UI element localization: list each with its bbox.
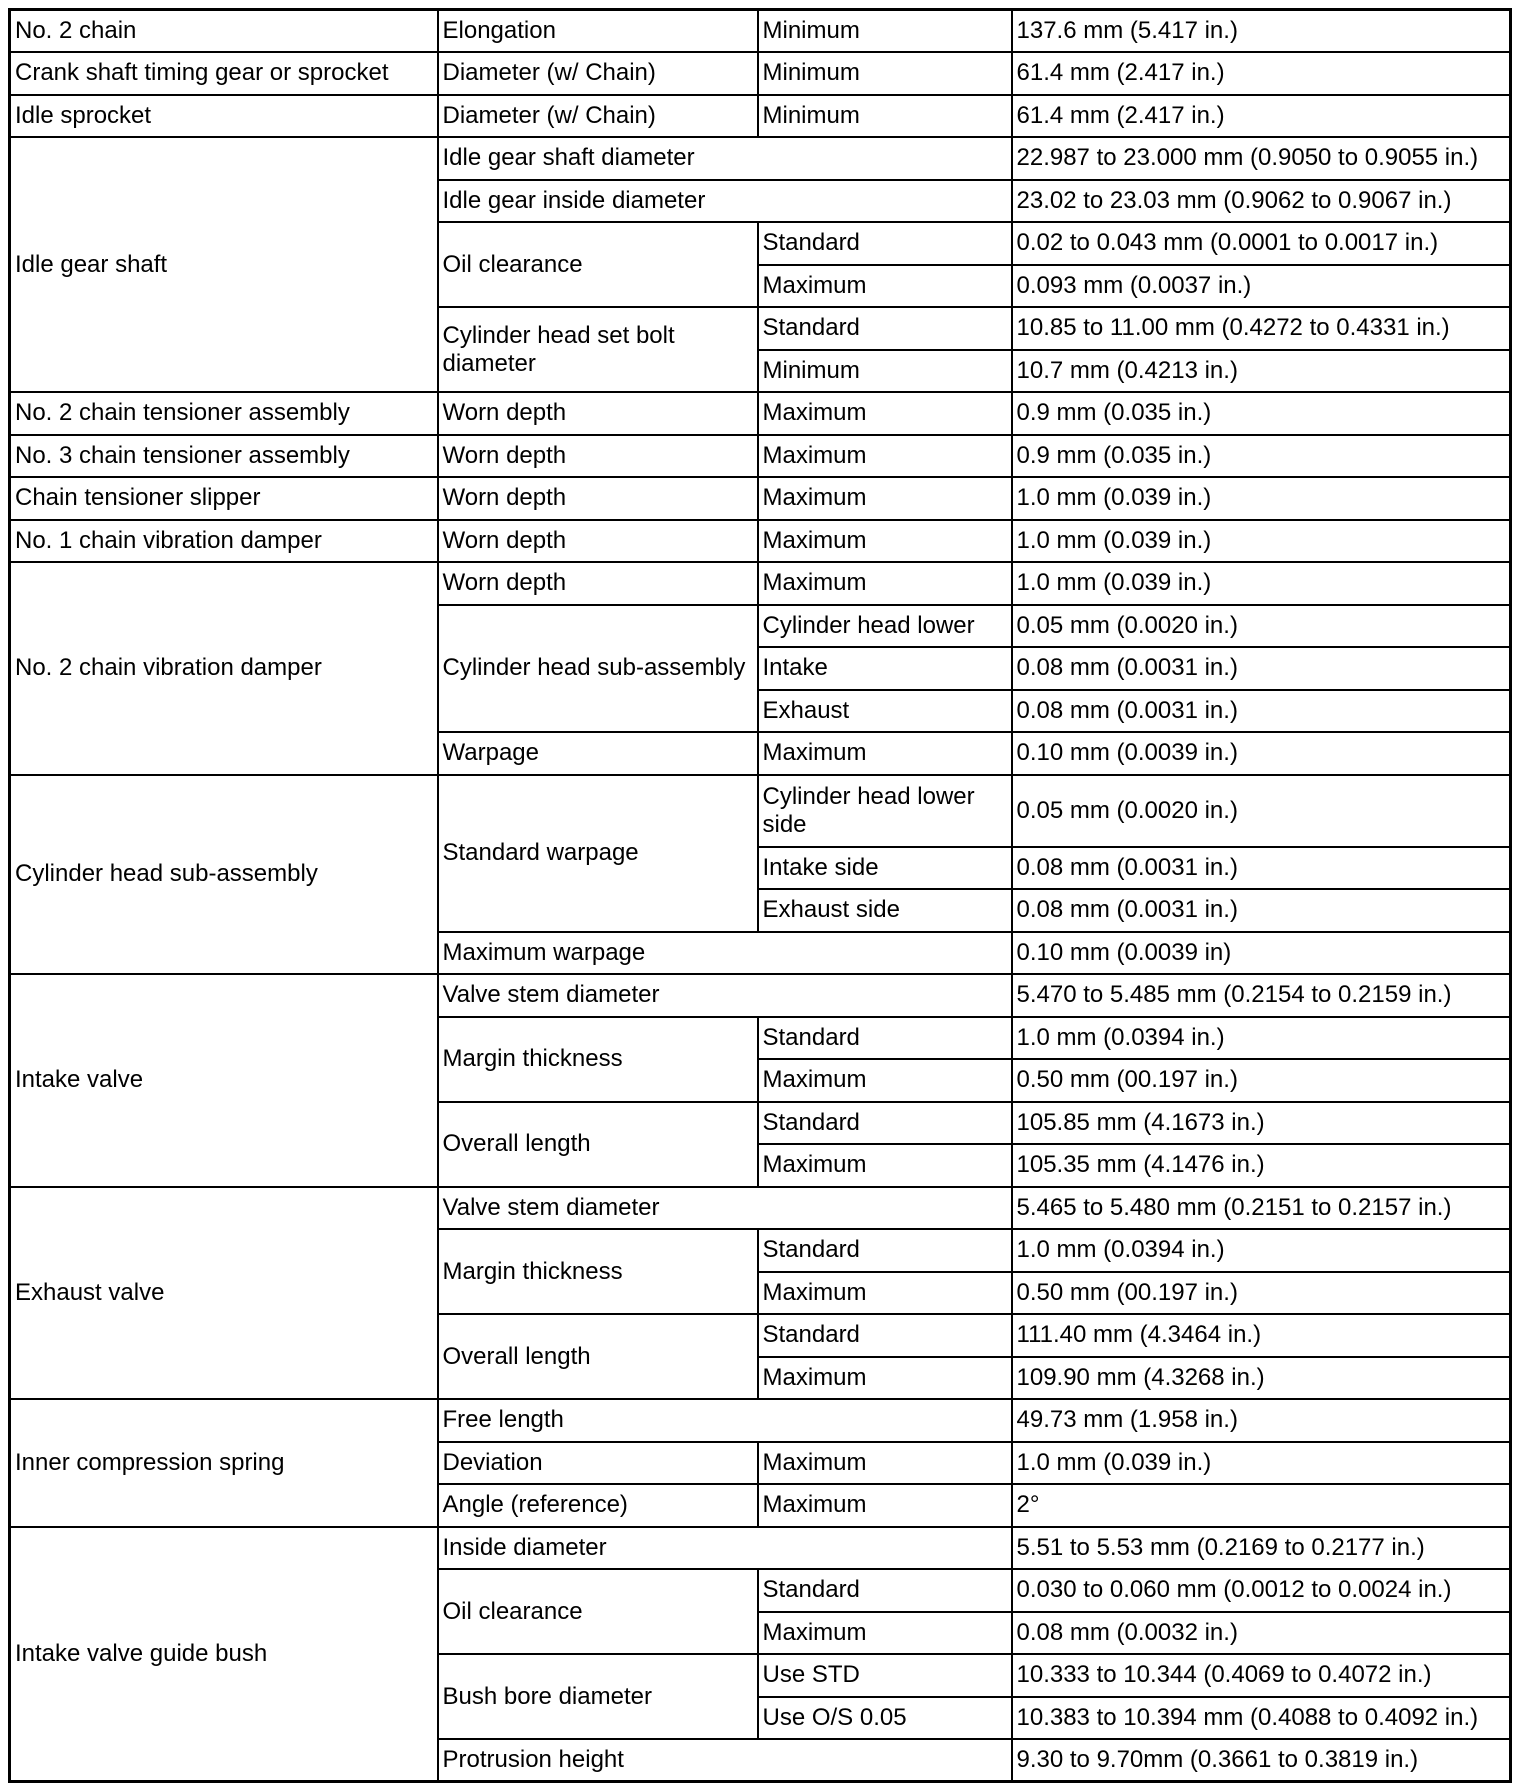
item-cell: Maximum warpage xyxy=(438,932,1012,975)
value-cell: 1.0 mm (0.039 in.) xyxy=(1012,520,1511,563)
condition-cell: Maximum xyxy=(758,520,1012,563)
value-cell: 5.51 to 5.53 mm (0.2169 to 0.2177 in.) xyxy=(1012,1527,1511,1570)
value-cell: 10.383 to 10.394 mm (0.4088 to 0.4092 in.) xyxy=(1012,1697,1511,1740)
condition-cell: Use STD xyxy=(758,1654,1012,1697)
component-cell: No. 2 chain tensioner assembly xyxy=(10,392,438,435)
table-row xyxy=(10,1187,1511,1230)
item-cell: Overall length xyxy=(438,1102,758,1187)
condition-cell: Maximum xyxy=(758,1357,1012,1400)
condition-cell: Maximum xyxy=(758,1612,1012,1655)
value-cell: 22.987 to 23.000 mm (0.9050 to 0.9055 in.) xyxy=(1012,137,1511,180)
value-cell: 0.05 mm (0.0020 in.) xyxy=(1012,605,1511,648)
condition-cell: Standard xyxy=(758,222,1012,265)
item-cell: Warpage xyxy=(438,732,758,775)
item-cell: Worn depth xyxy=(438,392,758,435)
item-cell: Idle gear shaft diameter xyxy=(438,137,1012,180)
component-cell: Intake valve guide bush xyxy=(10,1527,438,1782)
item-cell: Standard warpage xyxy=(438,775,758,932)
condition-cell: Maximum xyxy=(758,1272,1012,1315)
condition-cell: Exhaust xyxy=(758,690,1012,733)
component-cell: Inner compression spring xyxy=(10,1399,438,1527)
value-cell: 0.50 mm (00.197 in.) xyxy=(1012,1059,1511,1102)
value-cell: 111.40 mm (4.3464 in.) xyxy=(1012,1314,1511,1357)
table-row xyxy=(10,10,1511,53)
item-cell: Diameter (w/ Chain) xyxy=(438,52,758,95)
value-cell: 109.90 mm (4.3268 in.) xyxy=(1012,1357,1511,1400)
value-cell: 0.093 mm (0.0037 in.) xyxy=(1012,265,1511,308)
value-cell: 49.73 mm (1.958 in.) xyxy=(1012,1399,1511,1442)
table-row xyxy=(10,520,1511,563)
condition-cell: Maximum xyxy=(758,1059,1012,1102)
condition-cell: Minimum xyxy=(758,350,1012,393)
value-cell: 105.35 mm (4.1476 in.) xyxy=(1012,1144,1511,1187)
table-row xyxy=(10,435,1511,478)
table-row xyxy=(10,562,1511,605)
component-cell: No. 2 chain vibration damper xyxy=(10,562,438,775)
value-cell: 0.02 to 0.043 mm (0.0001 to 0.0017 in.) xyxy=(1012,222,1511,265)
value-cell: 61.4 mm (2.417 in.) xyxy=(1012,52,1511,95)
item-cell: Elongation xyxy=(438,10,758,53)
condition-cell: Cylinder head lower xyxy=(758,605,1012,648)
item-cell: Oil clearance xyxy=(438,1569,758,1654)
component-cell: Crank shaft timing gear or sprocket xyxy=(10,52,438,95)
condition-cell: Standard xyxy=(758,1102,1012,1145)
value-cell: 0.50 mm (00.197 in.) xyxy=(1012,1272,1511,1315)
value-cell: 1.0 mm (0.0394 in.) xyxy=(1012,1229,1511,1272)
spec-table xyxy=(8,8,1512,1783)
value-cell: 0.08 mm (0.0031 in.) xyxy=(1012,690,1511,733)
value-cell: 0.030 to 0.060 mm (0.0012 to 0.0024 in.) xyxy=(1012,1569,1511,1612)
value-cell: 0.10 mm (0.0039 in.) xyxy=(1012,732,1511,775)
value-cell: 0.08 mm (0.0031 in.) xyxy=(1012,889,1511,932)
item-cell: Worn depth xyxy=(438,435,758,478)
table-row xyxy=(10,1399,1511,1442)
condition-cell: Standard xyxy=(758,1569,1012,1612)
value-cell: 0.05 mm (0.0020 in.) xyxy=(1012,775,1511,847)
table-row xyxy=(10,95,1511,138)
component-cell: No. 2 chain xyxy=(10,10,438,53)
condition-cell: Standard xyxy=(758,1229,1012,1272)
value-cell: 0.9 mm (0.035 in.) xyxy=(1012,435,1511,478)
item-cell: Angle (reference) xyxy=(438,1484,758,1527)
value-cell: 0.08 mm (0.0032 in.) xyxy=(1012,1612,1511,1655)
item-cell: Oil clearance xyxy=(438,222,758,307)
component-cell: No. 3 chain tensioner assembly xyxy=(10,435,438,478)
condition-cell: Minimum xyxy=(758,10,1012,53)
value-cell: 1.0 mm (0.0394 in.) xyxy=(1012,1017,1511,1060)
item-cell: Deviation xyxy=(438,1442,758,1485)
item-cell: Free length xyxy=(438,1399,1012,1442)
component-cell: No. 1 chain vibration damper xyxy=(10,520,438,563)
value-cell: 5.470 to 5.485 mm (0.2154 to 0.2159 in.) xyxy=(1012,974,1511,1017)
item-cell: Worn depth xyxy=(438,562,758,605)
item-cell: Overall length xyxy=(438,1314,758,1399)
item-cell: Idle gear inside diameter xyxy=(438,180,1012,223)
condition-cell: Intake xyxy=(758,647,1012,690)
item-cell: Bush bore diameter xyxy=(438,1654,758,1739)
table-row xyxy=(10,1527,1511,1570)
condition-cell: Maximum xyxy=(758,477,1012,520)
item-cell: Worn depth xyxy=(438,520,758,563)
condition-cell: Standard xyxy=(758,1314,1012,1357)
value-cell: 10.85 to 11.00 mm (0.4272 to 0.4331 in.) xyxy=(1012,307,1511,350)
condition-cell: Maximum xyxy=(758,1484,1012,1527)
component-cell: Idle gear shaft xyxy=(10,137,438,392)
value-cell: 0.08 mm (0.0031 in.) xyxy=(1012,847,1511,890)
value-cell: 0.08 mm (0.0031 in.) xyxy=(1012,647,1511,690)
item-cell: Inside diameter xyxy=(438,1527,1012,1570)
item-cell: Worn depth xyxy=(438,477,758,520)
condition-cell: Maximum xyxy=(758,392,1012,435)
item-cell: Protrusion height xyxy=(438,1739,1012,1782)
table-row xyxy=(10,477,1511,520)
component-cell: Idle sprocket xyxy=(10,95,438,138)
condition-cell: Maximum xyxy=(758,562,1012,605)
value-cell: 0.10 mm (0.0039 in) xyxy=(1012,932,1511,975)
item-cell: Valve stem diameter xyxy=(438,1187,1012,1230)
condition-cell: Standard xyxy=(758,1017,1012,1060)
value-cell: 10.333 to 10.344 (0.4069 to 0.4072 in.) xyxy=(1012,1654,1511,1697)
value-cell: 23.02 to 23.03 mm (0.9062 to 0.9067 in.) xyxy=(1012,180,1511,223)
condition-cell: Maximum xyxy=(758,1442,1012,1485)
value-cell: 1.0 mm (0.039 in.) xyxy=(1012,1442,1511,1485)
item-cell: Diameter (w/ Chain) xyxy=(438,95,758,138)
item-cell: Valve stem diameter xyxy=(438,974,1012,1017)
value-cell: 1.0 mm (0.039 in.) xyxy=(1012,562,1511,605)
table-row xyxy=(10,137,1511,180)
table-row xyxy=(10,775,1511,847)
value-cell: 9.30 to 9.70mm (0.3661 to 0.3819 in.) xyxy=(1012,1739,1511,1782)
item-cell: Margin thickness xyxy=(438,1017,758,1102)
component-cell: Cylinder head sub-assembly xyxy=(10,775,438,975)
condition-cell: Maximum xyxy=(758,732,1012,775)
condition-cell: Exhaust side xyxy=(758,889,1012,932)
component-cell: Chain tensioner slipper xyxy=(10,477,438,520)
value-cell: 1.0 mm (0.039 in.) xyxy=(1012,477,1511,520)
table-row xyxy=(10,974,1511,1017)
value-cell: 61.4 mm (2.417 in.) xyxy=(1012,95,1511,138)
condition-cell: Maximum xyxy=(758,435,1012,478)
component-cell: Exhaust valve xyxy=(10,1187,438,1400)
value-cell: 137.6 mm (5.417 in.) xyxy=(1012,10,1511,53)
condition-cell: Cylinder head lower side xyxy=(758,775,1012,847)
condition-cell: Standard xyxy=(758,307,1012,350)
component-cell: Intake valve xyxy=(10,974,438,1187)
item-cell: Cylinder head set bolt diameter xyxy=(438,307,758,392)
condition-cell: Use O/S 0.05 xyxy=(758,1697,1012,1740)
condition-cell: Intake side xyxy=(758,847,1012,890)
table-row xyxy=(10,52,1511,95)
value-cell: 0.9 mm (0.035 in.) xyxy=(1012,392,1511,435)
condition-cell: Minimum xyxy=(758,52,1012,95)
item-cell: Cylinder head sub-assembly xyxy=(438,605,758,733)
condition-cell: Maximum xyxy=(758,1144,1012,1187)
value-cell: 105.85 mm (4.1673 in.) xyxy=(1012,1102,1511,1145)
value-cell: 5.465 to 5.480 mm (0.2151 to 0.2157 in.) xyxy=(1012,1187,1511,1230)
value-cell: 2° xyxy=(1012,1484,1511,1527)
value-cell: 10.7 mm (0.4213 in.) xyxy=(1012,350,1511,393)
table-row xyxy=(10,392,1511,435)
condition-cell: Minimum xyxy=(758,95,1012,138)
condition-cell: Maximum xyxy=(758,265,1012,308)
item-cell: Margin thickness xyxy=(438,1229,758,1314)
